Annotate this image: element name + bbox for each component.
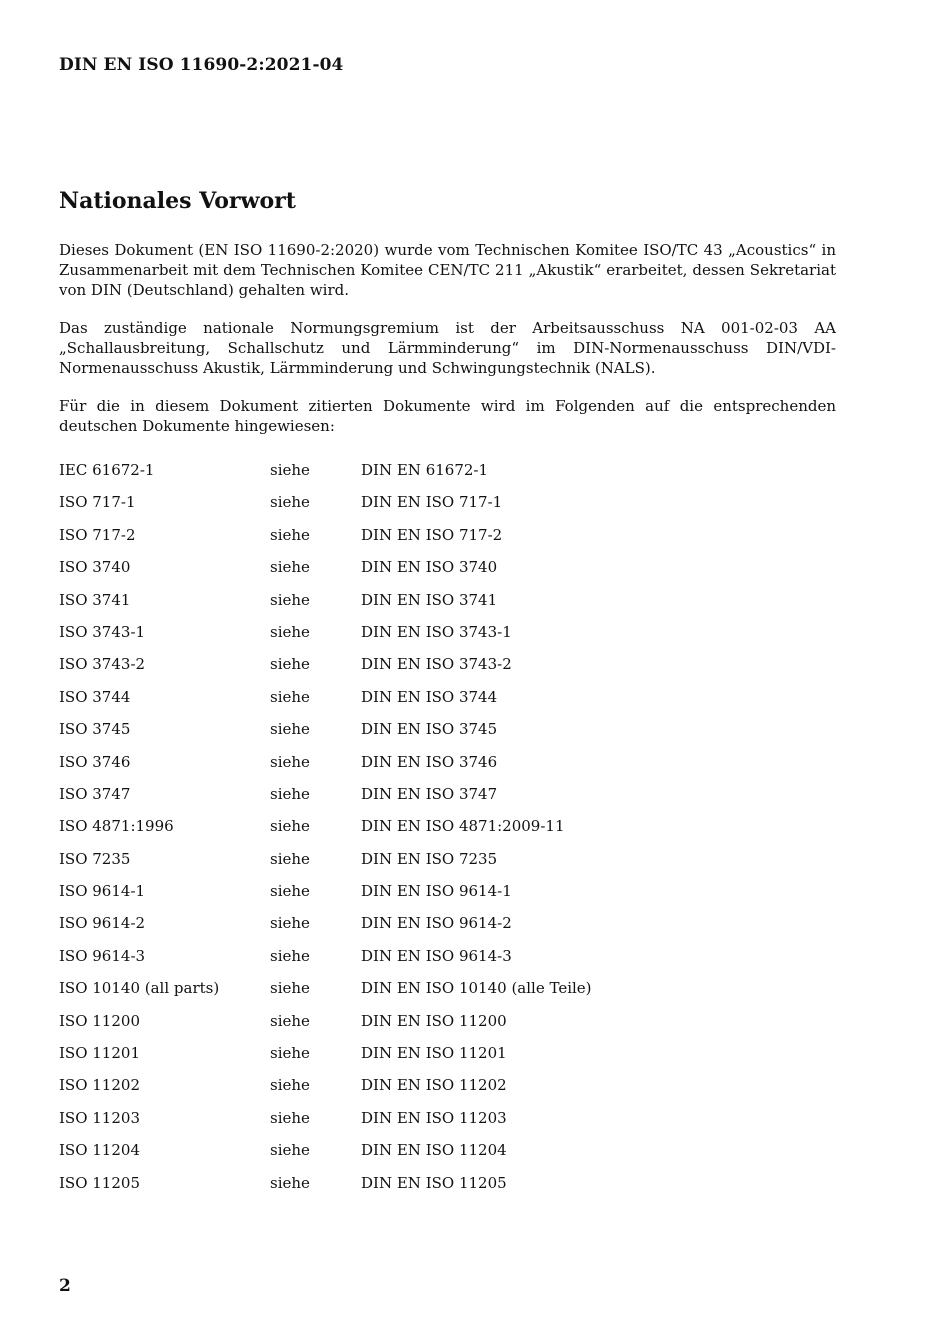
table-row xyxy=(59,848,836,880)
table-row xyxy=(59,945,836,977)
reference-din-code: DIN EN ISO 3741 xyxy=(361,590,498,609)
reference-din-code: DIN EN ISO 11204 xyxy=(361,1141,507,1160)
reference-iso-code: ISO 11204 xyxy=(59,1141,140,1160)
reference-iso-code: ISO 717-1 xyxy=(59,493,136,512)
reference-see-label: siehe xyxy=(270,914,310,933)
table-row xyxy=(59,491,836,523)
reference-iso-code: ISO 717-2 xyxy=(59,525,136,544)
reference-din-code: DIN EN ISO 3743-2 xyxy=(361,655,512,674)
reference-din-code: DIN EN ISO 11203 xyxy=(361,1108,507,1127)
reference-see-label: siehe xyxy=(270,752,310,771)
reference-see-label: siehe xyxy=(270,817,310,836)
reference-iso-code: ISO 3745 xyxy=(59,720,131,739)
reference-see-label: siehe xyxy=(270,1141,310,1160)
table-row xyxy=(59,1172,836,1204)
reference-see-label: siehe xyxy=(270,525,310,544)
reference-din-code: DIN EN ISO 3747 xyxy=(361,784,498,803)
table-row xyxy=(59,815,836,847)
reference-iso-code: ISO 9614-1 xyxy=(59,882,146,901)
reference-iso-code: ISO 3744 xyxy=(59,687,131,706)
table-row xyxy=(59,686,836,718)
reference-iso-code: ISO 3740 xyxy=(59,558,131,577)
table-row xyxy=(59,912,836,944)
reference-iso-code: ISO 9614-2 xyxy=(59,914,146,933)
reference-din-code: DIN EN ISO 7235 xyxy=(361,849,498,868)
section-title: Nationales Vorwort xyxy=(59,188,296,214)
table-row xyxy=(59,1139,836,1171)
reference-iso-code: ISO 4871:1996 xyxy=(59,817,174,836)
reference-din-code: DIN EN ISO 11205 xyxy=(361,1173,507,1192)
reference-see-label: siehe xyxy=(270,784,310,803)
reference-see-label: siehe xyxy=(270,687,310,706)
reference-iso-code: ISO 11203 xyxy=(59,1108,140,1127)
page-number: 2 xyxy=(59,1276,71,1296)
reference-see-label: siehe xyxy=(270,590,310,609)
paragraph-committee: Das zuständige nationale Normungsgremium ist der Arbeitsausschuss NA 001-02-03 AA „Schallausbreitung, Schallschutz und Lärmminderung“ im DIN-Normenausschuss DIN/VDI-Normenausschuss Akustik, Lärmminderung und Schwingungstechnik (NALS). xyxy=(59,319,836,377)
reference-din-code: DIN EN ISO 4871:2009-11 xyxy=(361,817,565,836)
reference-see-label: siehe xyxy=(270,1108,310,1127)
table-row xyxy=(59,880,836,912)
paragraph-references-intro: Für die in diesem Dokument zitierten Dokumente wird im Folgenden auf die entsprechenden deutschen Dokumente hingewiesen: xyxy=(59,397,836,435)
reference-iso-code: IEC 61672-1 xyxy=(59,461,155,479)
reference-din-code: DIN EN ISO 11201 xyxy=(361,1044,507,1063)
reference-din-code: DIN EN ISO 3744 xyxy=(361,687,498,706)
reference-din-code: DIN EN ISO 9614-3 xyxy=(361,946,512,965)
reference-see-label: siehe xyxy=(270,461,310,479)
reference-see-label: siehe xyxy=(270,946,310,965)
reference-iso-code: ISO 11201 xyxy=(59,1044,140,1063)
reference-din-code: DIN EN ISO 3740 xyxy=(361,558,498,577)
table-row xyxy=(59,1074,836,1106)
reference-iso-code: ISO 3743-2 xyxy=(59,655,146,674)
reference-see-label: siehe xyxy=(270,1044,310,1063)
reference-din-code: DIN EN ISO 717-1 xyxy=(361,493,503,512)
reference-iso-code: ISO 11202 xyxy=(59,1076,140,1095)
table-row xyxy=(59,1010,836,1042)
document-header-id: DIN EN ISO 11690-2:2021-04 xyxy=(59,55,344,75)
table-row xyxy=(59,751,836,783)
reference-see-label: siehe xyxy=(270,1011,310,1030)
reference-din-code: DIN EN ISO 9614-2 xyxy=(361,914,512,933)
table-row xyxy=(59,621,836,653)
reference-see-label: siehe xyxy=(270,493,310,512)
reference-din-code: DIN EN ISO 11200 xyxy=(361,1011,507,1030)
reference-iso-code: ISO 3747 xyxy=(59,784,131,803)
reference-see-label: siehe xyxy=(270,849,310,868)
reference-iso-code: ISO 11200 xyxy=(59,1011,140,1030)
reference-iso-code: ISO 7235 xyxy=(59,849,131,868)
reference-iso-code: ISO 9614-3 xyxy=(59,946,146,965)
reference-table xyxy=(59,459,836,1204)
reference-iso-code: ISO 3746 xyxy=(59,752,131,771)
reference-din-code: DIN EN ISO 11202 xyxy=(361,1076,507,1095)
reference-see-label: siehe xyxy=(270,882,310,901)
reference-iso-code: ISO 10140 (all parts) xyxy=(59,979,220,998)
reference-iso-code: ISO 11205 xyxy=(59,1173,140,1192)
table-row xyxy=(59,459,836,491)
table-row xyxy=(59,524,836,556)
reference-iso-code: ISO 3743-1 xyxy=(59,622,146,641)
reference-din-code: DIN EN ISO 3745 xyxy=(361,720,498,739)
reference-din-code: DIN EN ISO 3743-1 xyxy=(361,622,512,641)
reference-see-label: siehe xyxy=(270,979,310,998)
table-row xyxy=(59,718,836,750)
table-row xyxy=(59,783,836,815)
reference-see-label: siehe xyxy=(270,558,310,577)
table-row xyxy=(59,556,836,588)
table-row xyxy=(59,589,836,621)
table-row xyxy=(59,653,836,685)
table-row xyxy=(59,1042,836,1074)
reference-din-code: DIN EN ISO 9614-1 xyxy=(361,882,512,901)
table-row xyxy=(59,977,836,1009)
paragraph-intro: Dieses Dokument (EN ISO 11690-2:2020) wurde vom Technischen Komitee ISO/TC 43 „Acoustics“ in Zusammenarbeit mit dem Technischen Komitee CEN/TC 211 „Akustik“ erarbeitet, dessen Sekretariat von DIN (Deutschland) gehalten wird. xyxy=(59,241,836,299)
reference-din-code: DIN EN ISO 717-2 xyxy=(361,525,503,544)
reference-see-label: siehe xyxy=(270,1076,310,1095)
reference-din-code: DIN EN ISO 10140 (alle Teile) xyxy=(361,979,592,998)
reference-see-label: siehe xyxy=(270,720,310,739)
reference-din-code: DIN EN ISO 3746 xyxy=(361,752,498,771)
table-row xyxy=(59,1107,836,1139)
reference-see-label: siehe xyxy=(270,655,310,674)
reference-din-code: DIN EN 61672-1 xyxy=(361,461,489,479)
reference-see-label: siehe xyxy=(270,622,310,641)
reference-see-label: siehe xyxy=(270,1173,310,1192)
reference-iso-code: ISO 3741 xyxy=(59,590,131,609)
